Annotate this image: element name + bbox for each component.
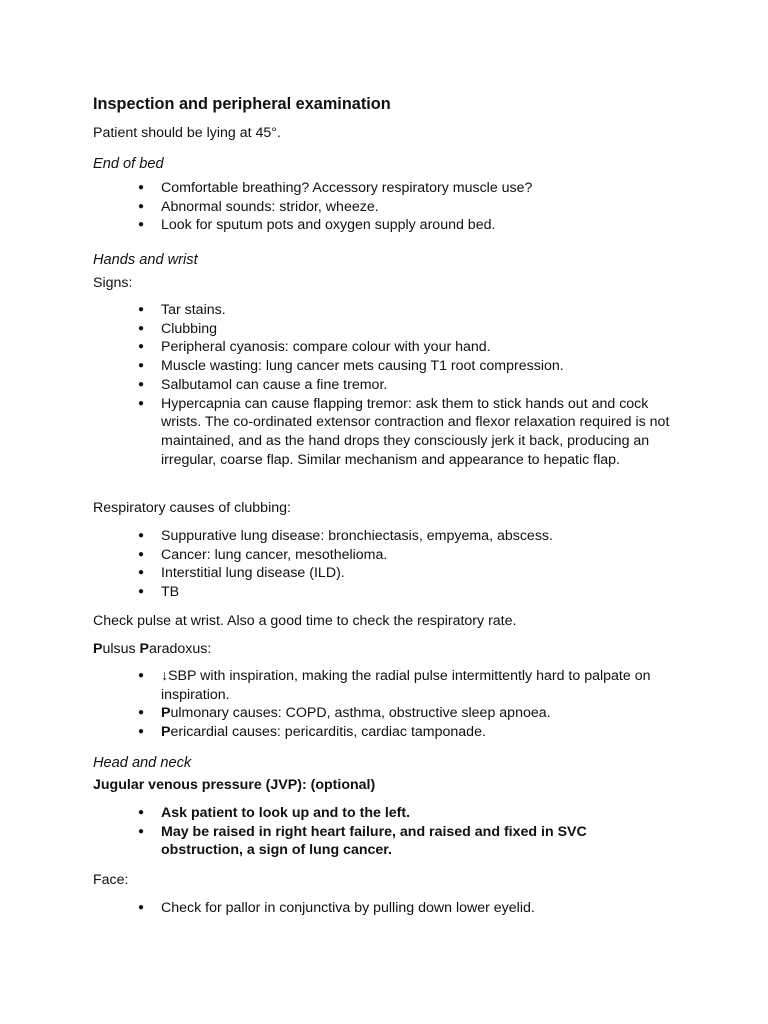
section-title-head-and-neck: Head and neck [93, 755, 192, 771]
jvp-list [0, 804, 701, 860]
section-title-end-of-bed: End of bed [93, 156, 164, 172]
list-item: ● Muscle wasting: lung cancer mets causing T1 root compression. [0, 357, 701, 376]
face-label: Face: [93, 872, 129, 888]
signs-list [0, 301, 701, 469]
page-heading: Inspection and peripheral examination [93, 95, 391, 113]
list-item: ● Salbutamol can cause a fine tremor. [0, 376, 701, 395]
paradoxus-rest: aradoxus: [149, 641, 212, 657]
clubbing-causes-list [0, 527, 701, 602]
end-of-bed-list [0, 179, 701, 235]
list-item: ● Look for sputum pots and oxygen supply around bed. [0, 216, 701, 235]
clubbing-label: Respiratory causes of clubbing: [93, 500, 291, 516]
list-item: ● Peripheral cyanosis: compare colour with your hand. [0, 338, 701, 357]
list-item: ● Hypercapnia can cause flapping tremor: ask them to stick hands out and cock wrists. The co-ordinated extensor contraction and flexor relaxation required is not maintained, and as the hand drops they consciously jerk it back, producing an irregular, coarse flap. Similar mechanism and appearance to hepatic flap. [0, 395, 681, 470]
list-item: ● Comfortable breathing? Accessory respiratory muscle use? [0, 179, 701, 198]
list-item: ● Tar stains. [0, 301, 701, 320]
list-item: ● Check for pallor in conjunctiva by pulling down lower eyelid. [0, 899, 701, 918]
face-list [0, 899, 701, 918]
intro-text: Patient should be lying at 45°. [93, 125, 281, 141]
list-item: ● Ask patient to look up and to the left. [0, 804, 701, 823]
pulsus-list [0, 667, 701, 742]
list-item: ● May be raised in right heart failure, and raised and fixed in SVC obstruction, a sign of lung cancer. [0, 823, 631, 860]
signs-label: Signs: [93, 275, 133, 291]
pulse-note: Check pulse at wrist. Also a good time to check the respiratory rate. [93, 613, 517, 629]
section-title-hands-and-wrist: Hands and wrist [93, 252, 198, 268]
list-item: ● Pericardial causes: pericarditis, cardiac tamponade. [0, 723, 701, 742]
list-item: ● ↓SBP with inspiration, making the radial pulse intermittently hard to palpate on inspiration. [0, 667, 681, 704]
paradoxus-initial-p: P [139, 641, 149, 657]
pulsus-rest: ulsus [102, 641, 140, 657]
pulsus-initial-p: P [93, 641, 103, 657]
pulsus-paradoxus-label [93, 640, 211, 659]
list-item: ● Cancer: lung cancer, mesothelioma. [0, 546, 701, 565]
list-item: ● TB [0, 583, 701, 602]
list-item: ● Clubbing [0, 320, 701, 339]
list-item: ● Interstitial lung disease (ILD). [0, 564, 701, 583]
list-item: ● Suppurative lung disease: bronchiectasis, empyema, abscess. [0, 527, 701, 546]
list-item: ● Abnormal sounds: stridor, wheeze. [0, 198, 701, 217]
list-item: ● Pulmonary causes: COPD, asthma, obstructive sleep apnoea. [0, 704, 701, 723]
jvp-label: Jugular venous pressure (JVP): (optional) [93, 777, 376, 793]
